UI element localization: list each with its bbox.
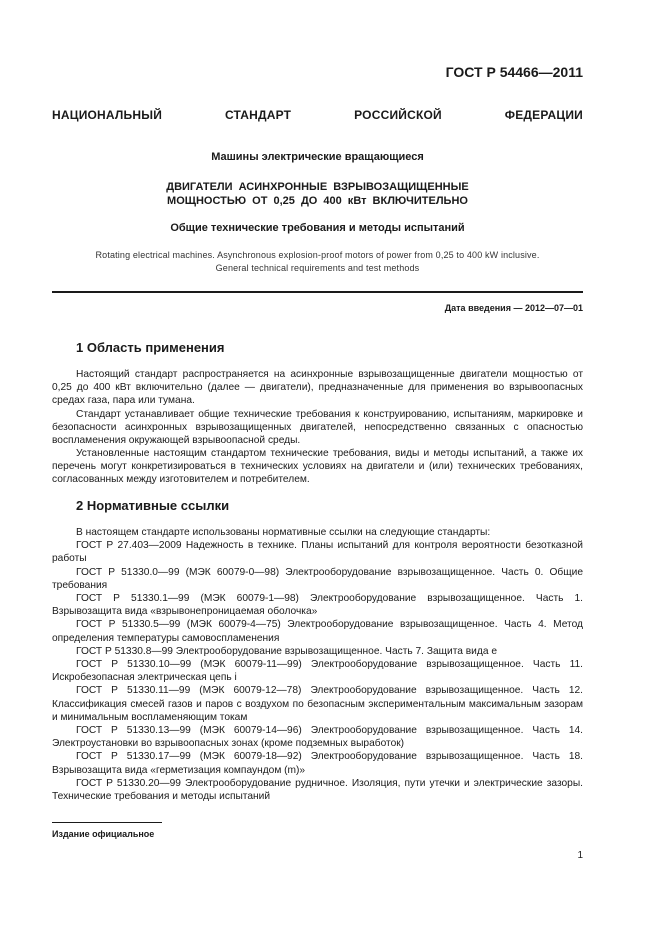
page-number: 1	[577, 850, 583, 861]
normative-reference: ГОСТ Р 51330.1—99 (МЭК 60079-1—98) Электрооборудование взрывозащищенное. Часть 1. Взрывозащита вида «взрывонепроницаемая оболочка»	[52, 593, 583, 618]
header-divider	[52, 291, 583, 293]
section-1-heading: 1 Область применения	[76, 340, 225, 355]
normative-reference: ГОСТ Р 51330.20—99 Электрооборудование рудничное. Изоляция, пути утечки и электрические зазоры. Технические требования и методы испытаний	[52, 777, 583, 803]
document-title-line-2: МОЩНОСТЬЮ ОТ 0,25 ДО 400 кВт ВКЛЮЧИТЕЛЬНО	[167, 195, 468, 207]
document-title-line-1: ДВИГАТЕЛИ АСИНХРОННЫЕ ВЗРЫВОЗАЩИЩЕННЫЕ	[166, 181, 469, 193]
document-number: ГОСТ Р 54466—2011	[445, 64, 583, 80]
normative-reference: ГОСТ Р 51330.17—99 (МЭК 60079-18—92) Электрооборудование взрывозащищенное. Часть 18. Взрывозащита вида «герметизация компаундом (m)»	[52, 751, 583, 776]
section-1-paragraph	[52, 368, 583, 408]
document-title	[52, 180, 583, 208]
english-title-line-2: General technical requirements and test methods	[215, 263, 420, 273]
official-edition-note: Издание официальное	[52, 829, 155, 839]
normative-reference: ГОСТ Р 27.403—2009 Надежность в технике. Планы испытаний для контроля вероятности безотказной работы	[52, 540, 583, 565]
introduction-date: Дата введения — 2012—07—01	[444, 303, 583, 313]
normative-reference: ГОСТ Р 51330.8—99 Электрооборудование взрывозащищенное. Часть 7. Защита вида е	[76, 645, 497, 657]
section-2-intro: В настоящем стандарте использованы нормативные ссылки на следующие стандарты:	[76, 527, 491, 538]
main-title: Машины электрические вращающиеся	[211, 151, 424, 163]
footer-divider	[52, 822, 162, 823]
english-title-line-1: Rotating electrical machines. Asynchronous explosion-proof motors of power from 0,25 to 400 kW inclusive.	[95, 250, 540, 260]
section-1-para-1: Настоящий стандарт распространяется на асинхронные взрывозащищенные двигатели мощностью от 0,25 до 400 кВт включительно (далее — двигатели), предназначенные для применения во взрывоопасных средах газа, пара или тумана.	[52, 369, 583, 407]
section-2-heading: 2 Нормативные ссылки	[76, 498, 230, 513]
english-title	[52, 249, 583, 275]
section-1-para-2: Стандарт устанавливает общие технические требования к конструированию, испытаниям, маркировке и безопасности асинхронных взрывозащищенных двигателей, непосредственно связанных с опасностью воспламенения окружающей взрывоопасной среды.	[52, 409, 583, 447]
section-1-paragraph	[52, 447, 583, 487]
normative-reference: ГОСТ Р 51330.10—99 (МЭК 60079-11—99) Электрооборудование взрывозащищенное. Часть 11. Искробезопасная электрическая цепь i	[52, 659, 583, 684]
document-subtitle: Общие технические требования и методы испытаний	[170, 222, 465, 234]
section-1-para-3: Установленные настоящим стандартом технические требования, виды и методы испытаний, а также их перечень могут конкретизироваться в технических условиях на двигатели и (или) технических требованиях, согласованных между изготовителем и потребителем.	[52, 448, 583, 486]
normative-reference: ГОСТ Р 51330.5—99 (МЭК 60079-4—75) Электрооборудование взрывозащищенное. Часть 4. Метод определения температуры самовоспламенения	[52, 619, 583, 644]
normative-reference: ГОСТ Р 51330.13—99 (МЭК 60079-14—96) Электрооборудование взрывозащищенное. Часть 14. Электроустановки во взрывоопасных зонах (кроме подземных выработок)	[52, 725, 583, 750]
normative-reference: ГОСТ Р 51330.0—99 (МЭК 60079-0—98) Электрооборудование взрывозащищенное. Часть 0. Общие требования	[52, 566, 583, 591]
national-standard-banner: НАЦИОНАЛЬНЫЙ СТАНДАРТ РОССИЙСКОЙ ФЕДЕРАЦИИ	[52, 108, 583, 122]
section-1-paragraph	[52, 408, 583, 448]
normative-reference: ГОСТ Р 51330.11—99 (МЭК 60079-12—78) Электрооборудование взрывозащищенное. Часть 12. Классификация смесей газов и паров с воздухом по безопасным экспериментальным максимальным зазорам и минимальным воспламеняющим токам	[52, 685, 583, 723]
section-2-body	[52, 526, 583, 803]
